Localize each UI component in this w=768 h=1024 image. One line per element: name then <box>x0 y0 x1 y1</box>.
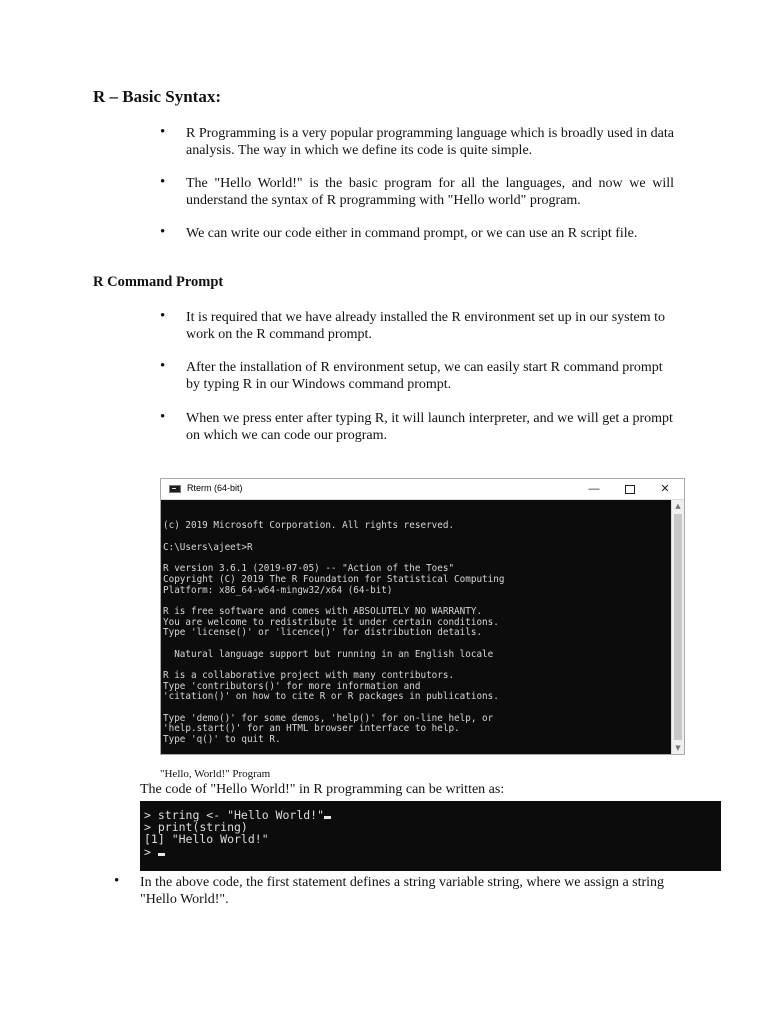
prompt-bullet-1: • It is required that we have already installed the R environment set up in our system to work on the R command prompt. <box>186 309 674 343</box>
maximize-button[interactable] <box>617 480 643 498</box>
terminal-line: R is a collaborative project with many contributors. <box>163 670 455 682</box>
rterm-window-screenshot <box>160 478 685 755</box>
terminal-line: R is free software and comes with ABSOLUTELY NO WARRANTY. <box>163 605 483 617</box>
section-heading: R Command Prompt <box>93 274 224 290</box>
figure-caption: "Hello, World!" Program <box>160 768 271 780</box>
minimize-button[interactable]: — <box>588 483 600 495</box>
code-line: > <box>144 844 158 859</box>
text-cursor <box>324 816 331 819</box>
terminal-output[interactable] <box>163 500 669 754</box>
scroll-up-arrow-icon[interactable]: ▲ <box>675 502 681 510</box>
page-title: R – Basic Syntax: <box>93 87 221 106</box>
code-line: [1] "Hello World!" <box>144 832 269 847</box>
prompt-bullet-3: • When we press enter after typing R, it will launch interpreter, and we will get a prompt on which we can code our program. <box>186 410 674 444</box>
terminal-line: Type 'license()' or 'licence()' for distribution details. <box>163 627 483 639</box>
code-intro-text: The code of "Hello World!" in R programming can be written as: <box>140 782 505 797</box>
scrollbar-thumb[interactable] <box>674 514 682 740</box>
terminal-line: Type 'q()' to quit R. <box>163 734 281 746</box>
close-button[interactable]: ✕ <box>660 483 670 495</box>
terminal-line: R version 3.6.1 (2019-07-05) -- "Action of the Toes" <box>163 563 455 575</box>
terminal-line: Platform: x86_64-w64-mingw32/x64 (64-bit) <box>163 584 393 596</box>
terminal-line: Copyright (C) 2019 The R Foundation for Statistical Computing <box>163 573 505 585</box>
text-cursor <box>158 853 165 856</box>
vertical-scrollbar[interactable] <box>671 500 684 754</box>
terminal-line: 'citation()' on how to cite R or R packages in publications. <box>163 691 499 703</box>
maximize-icon <box>625 485 635 494</box>
scroll-down-arrow-icon[interactable]: ▼ <box>675 744 681 752</box>
terminal-line <box>163 746 669 754</box>
terminal-app-icon <box>169 485 181 493</box>
terminal-line: C:\Users\ajeet>R <box>163 541 253 553</box>
explanation-bullet: • In the above code, the first statement defines a string variable string, where we assign a string "Hello World!". <box>140 874 680 908</box>
terminal-line: Type 'demo()' for some demos, 'help()' for on-line help, or <box>163 712 494 724</box>
terminal-line: (c) 2019 Microsoft Corporation. All rights reserved. <box>163 520 455 532</box>
code-screenshot <box>140 801 721 871</box>
terminal-line: Natural language support but running in an English locale <box>163 648 494 660</box>
code-lines <box>144 809 331 858</box>
window-titlebar <box>161 479 684 500</box>
intro-bullet-1: • R Programming is a very popular programming language which is broadly used in data analysis. The way in which we define its code is quite simple. <box>186 125 674 159</box>
code-line: > string <- "Hello World!" <box>144 808 325 822</box>
terminal-lines <box>163 521 669 754</box>
prompt-bullet-2: • After the installation of R environment setup, we can easily start R command prompt by typing R in our Windows command prompt. <box>186 359 674 393</box>
code-line: > print(string) <box>144 820 248 835</box>
terminal-line: 'help.start()' for an HTML browser interface to help. <box>163 723 460 735</box>
intro-bullet-2: • The "Hello World!" is the basic program for all the languages, and now we will understand the syntax of R programming with "Hello world" program. <box>186 175 674 209</box>
terminal-line: Type 'contributors()' for more information and <box>163 680 421 692</box>
terminal-line: You are welcome to redistribute it under certain conditions. <box>163 616 499 628</box>
window-title: Rterm (64-bit) <box>187 483 243 493</box>
intro-bullet-3: • We can write our code either in command prompt, or we can use an R script file. <box>186 225 674 242</box>
